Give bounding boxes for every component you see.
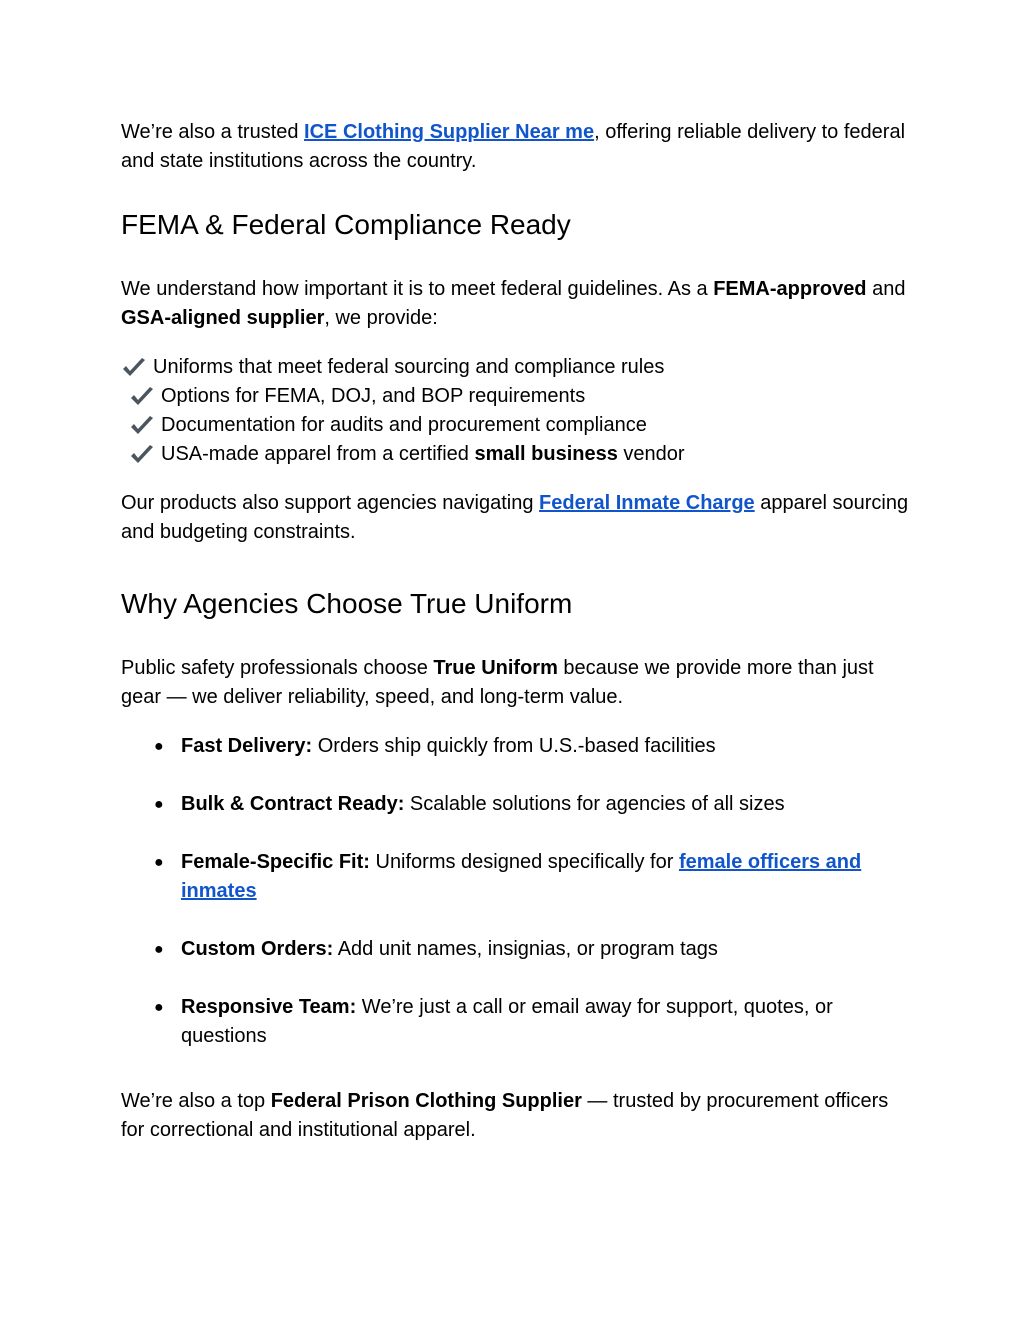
check-item-suffix: vendor: [617, 443, 685, 465]
closing-prefix: We’re also a top: [121, 1090, 271, 1112]
check-item: [121, 353, 911, 382]
intro-paragraph: [121, 118, 911, 176]
list-item: [121, 848, 911, 906]
fema-para-suffix: , we provide:: [324, 307, 438, 329]
why-heading: Why Agencies Choose True Uniform: [121, 588, 573, 619]
female-officers-link[interactable]: female officers and inmates: [181, 851, 862, 902]
inmate-suffix: apparel sourcing and budgeting constraints.: [121, 492, 909, 543]
check-item-text: Options for FEMA, DOJ, and BOP requirements: [161, 385, 586, 407]
inmate-paragraph: [121, 489, 911, 547]
why-para-prefix: Public safety professionals choose: [121, 657, 434, 679]
fema-para-mid: and: [866, 278, 906, 300]
heavy-check-mark-icon: [129, 386, 155, 408]
why-paragraph: [121, 654, 911, 712]
heavy-check-mark-icon: [129, 444, 155, 466]
intro-prefix: We’re also a trusted: [121, 121, 305, 143]
list-item-text: Scalable solutions for agencies of all sizes: [404, 793, 785, 815]
check-item-text: Documentation for audits and procurement compliance: [161, 414, 647, 436]
gsa-aligned-bold: GSA-aligned supplier: [121, 307, 325, 329]
federal-prison-supplier-bold: Federal Prison Clothing Supplier: [270, 1090, 582, 1112]
check-item: [121, 411, 911, 440]
closing-paragraph: [121, 1087, 911, 1145]
reasons-list: [121, 732, 911, 1051]
list-item: [121, 935, 911, 964]
check-item: [121, 440, 911, 469]
closing-suffix: — trusted by procurement officers for correctional and institutional apparel.: [121, 1090, 889, 1141]
list-item-label: Custom Orders:: [181, 938, 334, 960]
fema-heading: FEMA & Federal Compliance Ready: [121, 209, 571, 240]
check-item-prefix: USA-made apparel from a certified: [161, 443, 475, 465]
list-item-label: Bulk & Contract Ready:: [181, 793, 405, 815]
check-item-text: Uniforms that meet federal sourcing and compliance rules: [153, 356, 665, 378]
list-item-text: Add unit names, insignias, or program tags: [333, 938, 718, 960]
ice-clothing-supplier-link[interactable]: ICE Clothing Supplier Near me: [304, 121, 595, 143]
list-item-label: Fast Delivery:: [181, 735, 313, 757]
list-item: [121, 732, 911, 761]
fema-paragraph: [121, 275, 911, 333]
check-item: [121, 382, 911, 411]
inmate-prefix: Our products also support agencies navigating: [121, 492, 540, 514]
small-business-bold: small business: [474, 443, 618, 465]
heavy-check-mark-icon: [121, 357, 147, 379]
federal-inmate-charge-link[interactable]: Federal Inmate Charge: [539, 492, 755, 514]
list-item-text: Orders ship quickly from U.S.-based facilities: [312, 735, 716, 757]
bullet-icon: ●: [154, 941, 164, 958]
list-item: [121, 993, 911, 1051]
compliance-check-list: [121, 353, 911, 469]
list-item-label: Responsive Team:: [181, 996, 357, 1018]
bullet-icon: ●: [154, 854, 164, 871]
list-item-text: Uniforms designed specifically for: [369, 851, 679, 873]
list-item-label: Female-Specific Fit:: [181, 851, 370, 873]
bullet-icon: ●: [154, 999, 164, 1016]
list-item-text: We’re just a call or email away for support, quotes, or questions: [181, 996, 833, 1047]
fema-approved-bold: FEMA-approved: [713, 278, 867, 300]
check-item-text: [161, 440, 685, 469]
intro-suffix: , offering reliable delivery to federal and state institutions across the country.: [121, 121, 906, 172]
true-uniform-bold: True Uniform: [433, 657, 558, 679]
list-item: [121, 790, 911, 819]
bullet-icon: ●: [154, 796, 164, 813]
document-page: [121, 118, 911, 1145]
why-para-suffix: because we provide more than just gear — we deliver reliability, speed, and long-term value.: [121, 657, 874, 708]
bullet-icon: ●: [154, 738, 164, 755]
fema-para-prefix: We understand how important it is to meet federal guidelines. As a: [121, 278, 714, 300]
heavy-check-mark-icon: [129, 415, 155, 437]
